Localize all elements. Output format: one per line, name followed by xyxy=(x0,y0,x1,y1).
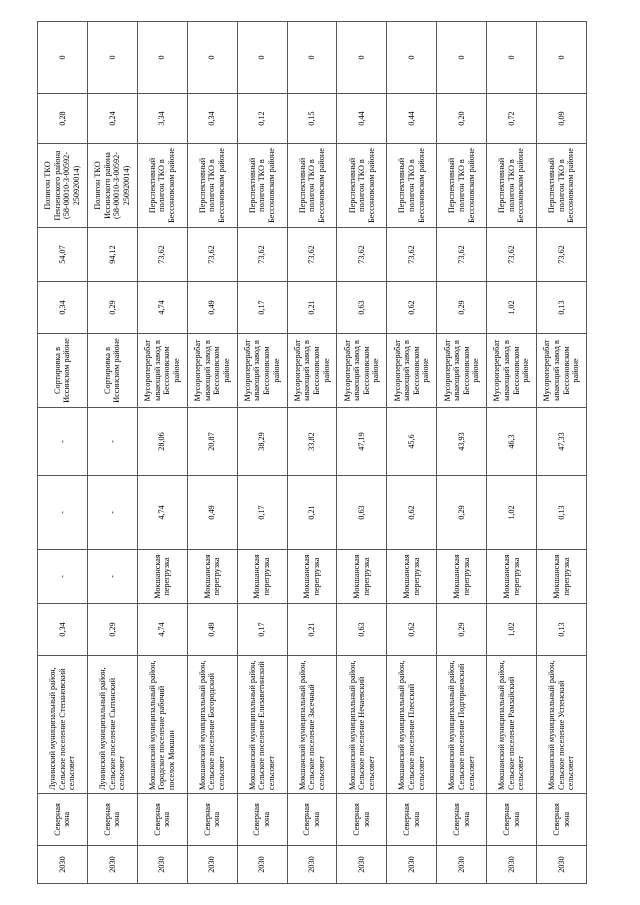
mass-transferred-cell: 1,02 xyxy=(487,476,537,550)
mass-processed-cell: 1,02 xyxy=(487,282,537,334)
transfer-station-cell: Мокшанская перегрузка xyxy=(387,550,437,604)
transfer-station-cell: Мокшанская перегрузка xyxy=(287,550,337,604)
mass-processed-cell: 0,13 xyxy=(537,282,587,334)
mass-generated-cell: 0,63 xyxy=(337,604,387,656)
landfill-cell: Перспективный полигон ТКО в Бессоновском районе xyxy=(337,144,387,228)
mass-landfilled-cell: 0,24 xyxy=(87,94,137,144)
distance-cell: 20,87 xyxy=(187,408,237,476)
processing-facility-cell: Мусороперерабатывающий завод в Бессоновском районе xyxy=(387,334,437,408)
mass-processed-cell: 0,63 xyxy=(337,282,387,334)
table-row xyxy=(87,22,137,884)
municipality-cell: Мокшанский муниципальный район, Сельское поселение Нечаевский сельсовет xyxy=(337,656,387,794)
table-row xyxy=(287,22,337,884)
year-cell: 2030 xyxy=(437,846,487,884)
zone-cell: Северная зона xyxy=(487,794,537,846)
zone-cell: Северная зона xyxy=(137,794,187,846)
zone-cell: Северная зона xyxy=(187,794,237,846)
landfill-cell: Перспективный полигон ТКО в Бессоновском районе xyxy=(437,144,487,228)
mass-landfilled-cell: 0,09 xyxy=(537,94,587,144)
table-row xyxy=(487,22,537,884)
distance-to-landfill-cell: 73,62 xyxy=(537,228,587,282)
year-cell: 2030 xyxy=(387,846,437,884)
zone-cell: Северная зона xyxy=(237,794,287,846)
rotated-table-page xyxy=(37,22,587,884)
mass-transferred-cell: 0,13 xyxy=(537,476,587,550)
mass-other-cell: 0 xyxy=(537,22,587,94)
municipality-cell: Мокшанский муниципальный район, Сельское поселение Богородский сельсовет xyxy=(187,656,237,794)
table-row xyxy=(237,22,287,884)
processing-facility-cell: Мусороперерабатывающий завод в Бессоновском районе xyxy=(237,334,287,408)
distance-to-landfill-cell: 73,62 xyxy=(187,228,237,282)
transfer-station-cell: Мокшанская перегрузка xyxy=(437,550,487,604)
municipality-cell: Мокшанский муниципальный район, Сельское поселение Рамзайский сельсовет xyxy=(487,656,537,794)
mass-landfilled-cell: 0,28 xyxy=(38,94,88,144)
mass-generated-cell: 0,21 xyxy=(287,604,337,656)
mass-generated-cell: 1,02 xyxy=(487,604,537,656)
processing-facility-cell: Мусороперерабатывающий завод в Бессоновском районе xyxy=(437,334,487,408)
table-row xyxy=(537,22,587,884)
mass-transferred-cell: 0,21 xyxy=(287,476,337,550)
mass-other-cell: 0 xyxy=(187,22,237,94)
distance-to-landfill-cell: 73,62 xyxy=(437,228,487,282)
distance-cell: 38,29 xyxy=(237,408,287,476)
distance-cell: 46,3 xyxy=(487,408,537,476)
landfill-cell: Перспективный полигон ТКО в Бессоновском районе xyxy=(237,144,287,228)
mass-generated-cell: 0,49 xyxy=(187,604,237,656)
mass-processed-cell: 4,74 xyxy=(137,282,187,334)
mass-processed-cell: 0,21 xyxy=(287,282,337,334)
distance-cell: 33,82 xyxy=(287,408,337,476)
mass-transferred-cell: 0,17 xyxy=(237,476,287,550)
zone-cell: Северная зона xyxy=(337,794,387,846)
waste-flow-table xyxy=(37,21,587,884)
transfer-station-cell: Мокшанская перегрузка xyxy=(187,550,237,604)
transfer-station-cell: - xyxy=(87,550,137,604)
year-cell: 2030 xyxy=(287,846,337,884)
mass-other-cell: 0 xyxy=(87,22,137,94)
landfill-cell: Перспективный полигон ТКО в Бессоновском районе xyxy=(537,144,587,228)
year-cell: 2030 xyxy=(237,846,287,884)
municipality-cell: Мокшанский муниципальный район, Сельское поселение Подгорненский сельсовет xyxy=(437,656,487,794)
mass-processed-cell: 0,29 xyxy=(437,282,487,334)
municipality-cell: Лунинский муниципальный район, Сельское поселение Степановский сельсовет xyxy=(38,656,88,794)
year-cell: 2030 xyxy=(337,846,387,884)
mass-generated-cell: 0,29 xyxy=(437,604,487,656)
table-row xyxy=(387,22,437,884)
distance-cell: 47,33 xyxy=(537,408,587,476)
zone-cell: Северная зона xyxy=(87,794,137,846)
mass-generated-cell: 0,13 xyxy=(537,604,587,656)
landfill-cell: Перспективный полигон ТКО в Бессоновском районе xyxy=(387,144,437,228)
year-cell: 2030 xyxy=(87,846,137,884)
municipality-cell: Мокшанский муниципальный район, Сельское поселение Успенский сельсовет xyxy=(537,656,587,794)
processing-facility-cell: Мусороперерабатывающий завод в Бессоновском районе xyxy=(137,334,187,408)
mass-generated-cell: 0,62 xyxy=(387,604,437,656)
landfill-cell: Перспективный полигон ТКО в Бессоновском районе xyxy=(137,144,187,228)
mass-transferred-cell: 0,63 xyxy=(337,476,387,550)
landfill-cell: Перспективный полигон ТКО в Бессоновском районе xyxy=(287,144,337,228)
transfer-station-cell: Мокшанская перегрузка xyxy=(537,550,587,604)
transfer-station-cell: Мокшанская перегрузка xyxy=(137,550,187,604)
distance-to-landfill-cell: 73,62 xyxy=(237,228,287,282)
mass-generated-cell: 0,17 xyxy=(237,604,287,656)
mass-landfilled-cell: 0,44 xyxy=(337,94,387,144)
processing-facility-cell: Сортировка в Иссинском районе xyxy=(38,334,88,408)
distance-cell: 45,6 xyxy=(387,408,437,476)
mass-other-cell: 0 xyxy=(487,22,537,94)
distance-to-landfill-cell: 73,62 xyxy=(387,228,437,282)
municipality-cell: Мокшанский муниципальный район, Сельское поселение Засечный сельсовет xyxy=(287,656,337,794)
landfill-cell: Перспективный полигон ТКО в Бессоновском районе xyxy=(187,144,237,228)
year-cell: 2030 xyxy=(487,846,537,884)
municipality-cell: Лунинский муниципальный район, Сельское поселение Сытинский сельсовет xyxy=(87,656,137,794)
mass-generated-cell: 4,74 xyxy=(137,604,187,656)
distance-to-landfill-cell: 73,62 xyxy=(287,228,337,282)
landfill-cell: Полигон ТКО Пензенского района (58-00010-З-00592-250920014) xyxy=(38,144,88,228)
zone-cell: Северная зона xyxy=(287,794,337,846)
mass-other-cell: 0 xyxy=(237,22,287,94)
year-cell: 2030 xyxy=(537,846,587,884)
table-row xyxy=(137,22,187,884)
distance-to-landfill-cell: 73,62 xyxy=(487,228,537,282)
mass-landfilled-cell: 0,72 xyxy=(487,94,537,144)
transfer-station-cell: - xyxy=(38,550,88,604)
processing-facility-cell: Мусороперерабатывающий завод в Бессоновском районе xyxy=(287,334,337,408)
mass-transferred-cell: 4,74 xyxy=(137,476,187,550)
processing-facility-cell: Мусороперерабатывающий завод в Бессоновском районе xyxy=(537,334,587,408)
distance-cell: 28,06 xyxy=(137,408,187,476)
processing-facility-cell: Мусороперерабатывающий завод в Бессоновском районе xyxy=(337,334,387,408)
mass-other-cell: 0 xyxy=(387,22,437,94)
transfer-station-cell: Мокшанская перегрузка xyxy=(337,550,387,604)
mass-processed-cell: 0,34 xyxy=(38,282,88,334)
mass-landfilled-cell: 0,12 xyxy=(237,94,287,144)
landfill-cell: Перспективный полигон ТКО в Бессоновском районе xyxy=(487,144,537,228)
table-row xyxy=(38,22,88,884)
processing-facility-cell: Мусороперерабатывающий завод в Бессоновском районе xyxy=(187,334,237,408)
processing-facility-cell: Мусороперерабатывающий завод в Бессоновском районе xyxy=(487,334,537,408)
mass-transferred-cell: - xyxy=(87,476,137,550)
year-cell: 2030 xyxy=(137,846,187,884)
mass-processed-cell: 0,29 xyxy=(87,282,137,334)
municipality-cell: Мокшанский муниципальный район, Сельское поселение Плесский сельсовет xyxy=(387,656,437,794)
mass-other-cell: 0 xyxy=(137,22,187,94)
mass-other-cell: 0 xyxy=(38,22,88,94)
distance-to-landfill-cell: 94,12 xyxy=(87,228,137,282)
distance-to-landfill-cell: 73,62 xyxy=(137,228,187,282)
distance-cell: 47,19 xyxy=(337,408,387,476)
mass-transferred-cell: 0,62 xyxy=(387,476,437,550)
mass-other-cell: 0 xyxy=(337,22,387,94)
mass-processed-cell: 0,49 xyxy=(187,282,237,334)
table-row xyxy=(437,22,487,884)
mass-landfilled-cell: 3,34 xyxy=(137,94,187,144)
mass-generated-cell: 0,34 xyxy=(38,604,88,656)
mass-processed-cell: 0,62 xyxy=(387,282,437,334)
mass-transferred-cell: - xyxy=(38,476,88,550)
municipality-cell: Мокшанский муниципальный район, Городское поселение рабочий поселок Мокшан xyxy=(137,656,187,794)
distance-cell: - xyxy=(87,408,137,476)
municipality-cell: Мокшанский муниципальный район, Сельское поселение Елизаветинский сельсовет xyxy=(237,656,287,794)
year-cell: 2030 xyxy=(38,846,88,884)
mass-other-cell: 0 xyxy=(287,22,337,94)
transfer-station-cell: Мокшанская перегрузка xyxy=(237,550,287,604)
table-row xyxy=(187,22,237,884)
mass-landfilled-cell: 0,34 xyxy=(187,94,237,144)
mass-generated-cell: 0,29 xyxy=(87,604,137,656)
zone-cell: Северная зона xyxy=(537,794,587,846)
zone-cell: Северная зона xyxy=(387,794,437,846)
transfer-station-cell: Мокшанская перегрузка xyxy=(487,550,537,604)
processing-facility-cell: Сортировка в Иссинском районе xyxy=(87,334,137,408)
mass-transferred-cell: 0,29 xyxy=(437,476,487,550)
mass-transferred-cell: 0,49 xyxy=(187,476,237,550)
mass-processed-cell: 0,17 xyxy=(237,282,287,334)
table-row xyxy=(337,22,387,884)
distance-to-landfill-cell: 73,62 xyxy=(337,228,387,282)
distance-cell: - xyxy=(38,408,88,476)
mass-other-cell: 0 xyxy=(437,22,487,94)
year-cell: 2030 xyxy=(187,846,237,884)
zone-cell: Северная зона xyxy=(437,794,487,846)
landfill-cell: Полигон ТКО Иссинского района (58-00010-З-00592-250920014) xyxy=(87,144,137,228)
mass-landfilled-cell: 0,20 xyxy=(437,94,487,144)
mass-landfilled-cell: 0,15 xyxy=(287,94,337,144)
distance-to-landfill-cell: 54,07 xyxy=(38,228,88,282)
distance-cell: 43,93 xyxy=(437,408,487,476)
zone-cell: Северная зона xyxy=(38,794,88,846)
mass-landfilled-cell: 0,44 xyxy=(387,94,437,144)
